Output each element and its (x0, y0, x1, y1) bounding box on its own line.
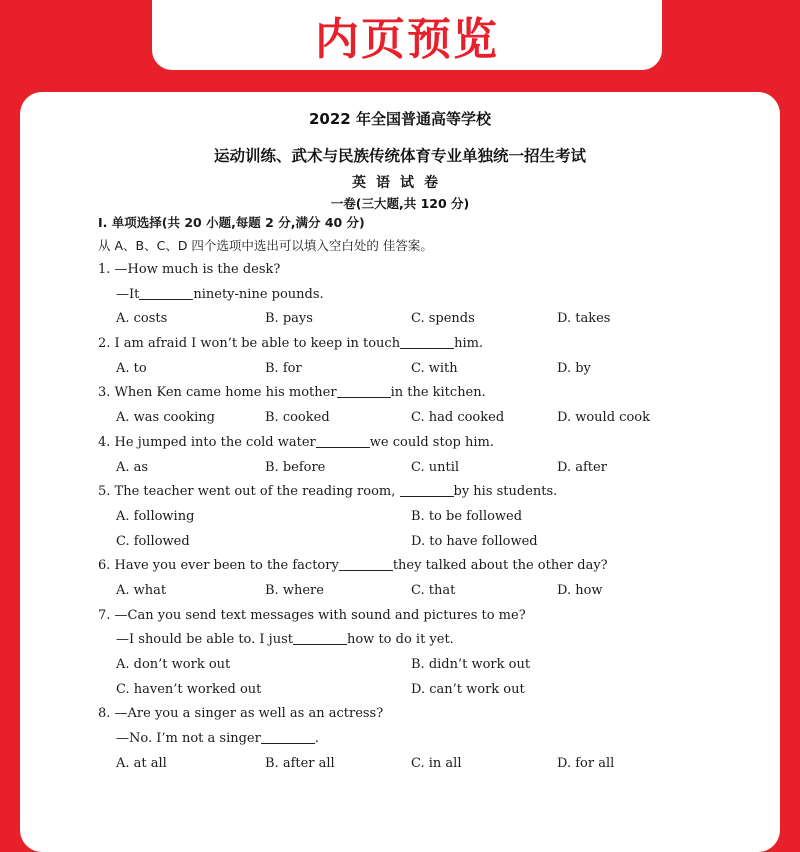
option-b: B. didn’t work out (411, 657, 531, 672)
question-5-options-row-1 (98, 505, 758, 530)
question-1 (98, 258, 758, 283)
option-b: B. cooked (265, 410, 330, 426)
question-7-options-row-2 (98, 678, 758, 703)
option-a: A. to (116, 360, 147, 376)
option-d: D. after (557, 459, 607, 475)
question-text: —No. I’m not a singer (116, 731, 261, 747)
question-text: in the kitchen. (390, 385, 486, 401)
section-instruction: 从 A、B、C、D 四个选项中选出可以填入空白处的 佳答案。 (98, 238, 433, 253)
question-2 (98, 332, 758, 357)
option-d: D. can’t work out (411, 681, 525, 697)
question-5 (98, 480, 758, 505)
option-a: A. what (116, 582, 167, 598)
banner-title: 内页预览 (315, 14, 499, 65)
question-6 (98, 554, 758, 579)
option-d: D. for all (557, 755, 615, 771)
exam-body (98, 212, 758, 776)
option-d: D. to have followed (411, 533, 538, 549)
option-b: B. to be followed (411, 508, 523, 524)
question-3 (98, 381, 758, 406)
question-text: 2. I am afraid I won’t be able to keep in touch (98, 336, 401, 352)
option-d: D. by (557, 360, 591, 376)
question-text: they talked about the other day? (392, 558, 608, 574)
question-6-options (98, 579, 758, 604)
question-text: —I should be able to. I just (116, 632, 293, 648)
answer-blank (400, 482, 454, 497)
option-a: A. following (116, 508, 195, 524)
option-b: B. before (265, 459, 326, 475)
answer-blank (139, 285, 193, 300)
option-d: D. takes (557, 311, 611, 327)
option-c: C. spends (411, 311, 475, 327)
question-8-options (98, 752, 758, 777)
answer-blank (261, 729, 315, 744)
question-5-options-row-2 (98, 530, 758, 555)
answer-blank (400, 334, 454, 349)
option-a: A. don’t work out (116, 657, 231, 672)
option-a: A. as (116, 459, 149, 475)
question-3-options (98, 406, 758, 431)
exam-page (20, 92, 780, 852)
exam-year-title: 2022 年全国普通高等学校 (309, 110, 491, 128)
preview-banner (152, 0, 662, 70)
paper-volume: 一卷(三大题,共 120 分) (330, 196, 470, 211)
option-b: B. for (265, 360, 302, 376)
question-text: 8. —Are you a singer as well as an actress? (98, 706, 384, 722)
option-c: C. haven’t worked out (116, 681, 262, 697)
option-a: A. at all (116, 755, 167, 771)
question-text: 7. —Can you send text messages with sound and pictures to me? (98, 607, 526, 623)
option-c: C. until (411, 459, 460, 475)
question-4-options (98, 456, 758, 481)
question-4 (98, 431, 758, 456)
option-d: D. would cook (557, 410, 650, 426)
option-b: B. where (265, 582, 324, 598)
question-7-options-row-1 (98, 653, 758, 678)
question-2-options (98, 357, 758, 382)
answer-blank (339, 556, 393, 571)
question-text: by his students. (453, 484, 558, 500)
option-c: C. followed (116, 533, 190, 549)
option-c: C. with (411, 360, 458, 376)
question-text: 5. The teacher went out of the reading room, (98, 484, 400, 500)
option-c: C. had cooked (411, 410, 505, 426)
question-8-line-2 (98, 727, 758, 752)
question-text: 6. Have you ever been to the factory (98, 558, 339, 574)
option-a: A. costs (116, 311, 168, 327)
question-text: 1. —How much is the desk? (98, 262, 281, 277)
question-text: we could stop him. (369, 434, 494, 450)
question-7 (98, 604, 758, 629)
option-c: C. that (411, 582, 456, 598)
answer-blank (337, 383, 391, 398)
section-title: Ⅰ. 单项选择(共 20 小题,每题 2 分,满分 40 分) (98, 215, 365, 230)
question-7-line-2 (98, 628, 758, 653)
question-text: ninety-nine pounds. (193, 286, 324, 302)
question-8 (98, 702, 758, 727)
option-d: D. how (557, 582, 603, 598)
question-text: how to do it yet. (346, 632, 454, 648)
question-text: 3. When Ken came home his mother (98, 385, 337, 401)
answer-blank (293, 630, 347, 645)
answer-blank (316, 433, 370, 448)
option-b: B. after all (265, 755, 335, 771)
question-text: 4. He jumped into the cold water (98, 434, 316, 450)
paper-subject: 英语试卷 (352, 175, 448, 191)
option-c: C. in all (411, 755, 462, 771)
question-text: —It (116, 286, 140, 302)
exam-title: 运动训练、武术与民族传统体育专业单独统一招生考试 (213, 147, 586, 165)
option-a: A. was cooking (116, 410, 215, 426)
question-text: him. (454, 336, 484, 352)
question-1-options (98, 307, 758, 332)
question-text: . (314, 731, 319, 747)
question-1-line-2 (98, 283, 758, 308)
option-b: B. pays (265, 311, 313, 327)
